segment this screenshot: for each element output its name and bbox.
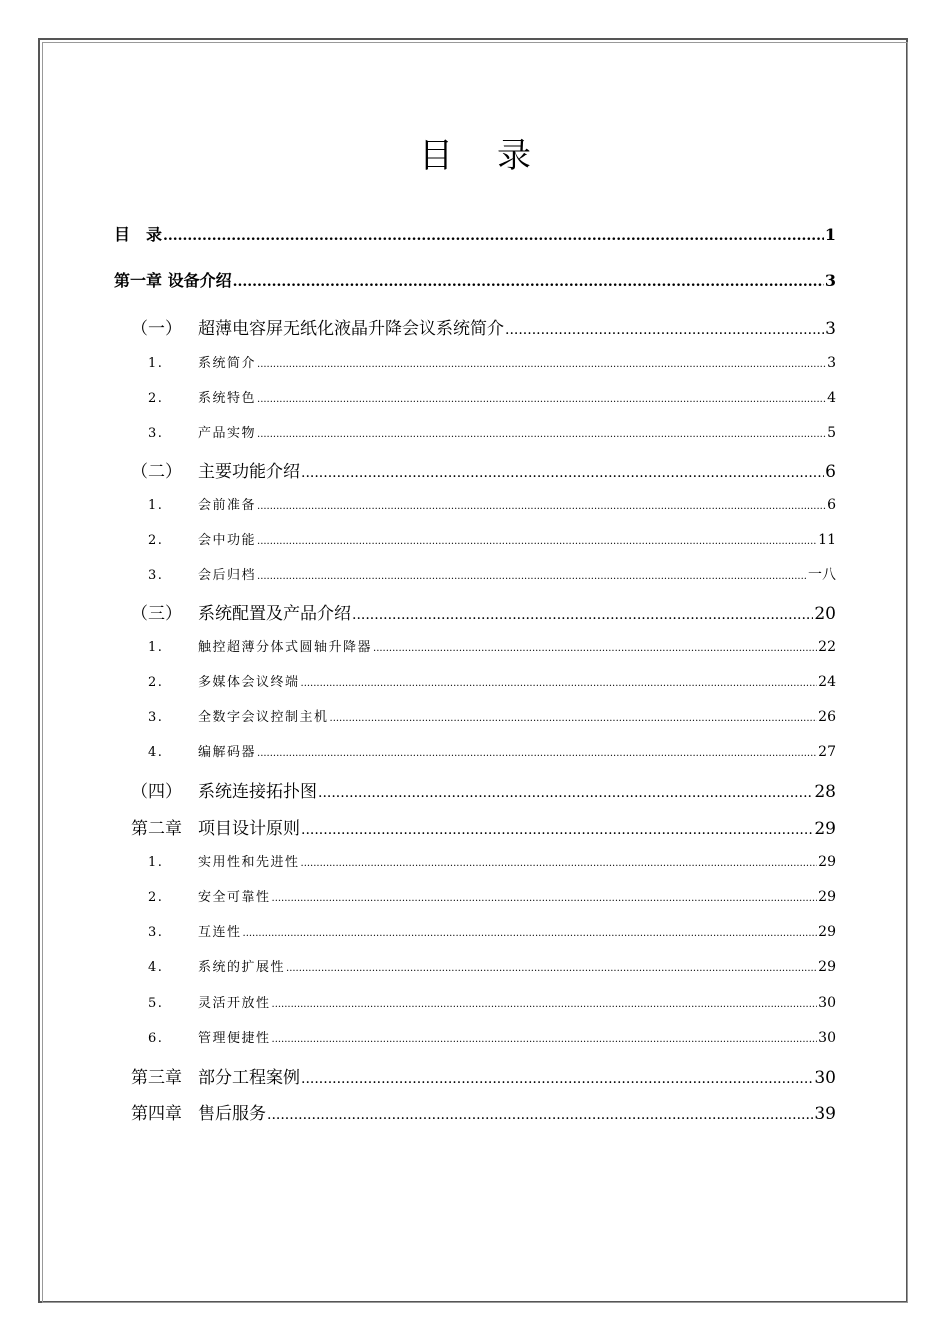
toc-entry[interactable] bbox=[148, 886, 836, 905]
toc-entry-page: 6 bbox=[827, 497, 836, 513]
toc-entry-page: 27 bbox=[818, 744, 836, 760]
toc-leader-dots bbox=[163, 228, 824, 244]
toc-entry[interactable] bbox=[148, 564, 836, 584]
toc-entry-number: 3. bbox=[148, 925, 164, 940]
toc-entry-number: （一） bbox=[131, 319, 182, 339]
toc-entry[interactable] bbox=[131, 1099, 836, 1124]
toc-entry-label: 产品实物 bbox=[198, 426, 257, 441]
toc-entry-label: 系统连接拓扑图 bbox=[198, 782, 317, 802]
toc-leader-dots bbox=[257, 748, 817, 759]
toc-leader-dots bbox=[272, 999, 818, 1010]
toc-entry-page: 6 bbox=[825, 462, 836, 482]
toc-entry-number: 第三章 bbox=[131, 1068, 182, 1088]
toc-entry-label: 系统配置及产品介绍 bbox=[198, 604, 351, 624]
toc-entry-number: （四） bbox=[131, 782, 182, 802]
toc-entry-page: 1 bbox=[824, 225, 836, 244]
toc-entry[interactable] bbox=[114, 222, 836, 245]
toc-entry[interactable] bbox=[148, 529, 836, 548]
toc-entry-page: 29 bbox=[818, 959, 836, 975]
toc-entry[interactable] bbox=[148, 992, 836, 1011]
toc-entry-page: 3 bbox=[825, 319, 836, 339]
toc-entry-number: 3. bbox=[148, 426, 164, 441]
toc-leader-dots bbox=[257, 501, 826, 512]
toc-leader-dots bbox=[257, 359, 826, 370]
toc-entry-page: 29 bbox=[818, 924, 836, 940]
toc-entry[interactable] bbox=[114, 268, 836, 291]
toc-entry-page: 4 bbox=[827, 390, 836, 406]
toc-leader-dots bbox=[257, 394, 826, 405]
toc-entry-label: 管理便捷性 bbox=[198, 1031, 271, 1046]
toc-entry[interactable] bbox=[148, 706, 836, 725]
toc-entry-page: 39 bbox=[814, 1104, 836, 1124]
toc-entry[interactable] bbox=[148, 387, 836, 406]
toc-entry[interactable] bbox=[131, 814, 836, 839]
toc-leader-dots bbox=[286, 963, 817, 974]
toc-entry-number: 2. bbox=[148, 533, 164, 548]
toc-entry[interactable] bbox=[131, 777, 836, 802]
toc-entry[interactable] bbox=[148, 921, 836, 940]
toc-entry-page: 29 bbox=[814, 819, 836, 839]
toc-entry-label: 部分工程案例 bbox=[198, 1068, 300, 1088]
toc-entry-number: （三） bbox=[131, 604, 182, 624]
toc-entry-page: 22 bbox=[818, 639, 836, 655]
toc-entry-label: 超薄电容屏无纸化液晶升降会议系统简介 bbox=[198, 319, 504, 339]
toc-entry-number: 3. bbox=[148, 568, 164, 583]
toc-entry[interactable] bbox=[148, 956, 836, 975]
toc-entry-number: 2. bbox=[148, 890, 164, 905]
toc-entry-page: 11 bbox=[818, 532, 836, 548]
toc-entry-page: 28 bbox=[814, 782, 836, 802]
toc-entry[interactable] bbox=[148, 352, 836, 371]
toc-entry-number: 3. bbox=[148, 710, 164, 725]
toc-entry[interactable] bbox=[148, 636, 836, 655]
toc-entry-page: 20 bbox=[814, 604, 836, 624]
toc-leader-dots bbox=[373, 643, 817, 654]
toc-leader-dots bbox=[233, 274, 824, 290]
toc-entry-label: 触控超薄分体式圆轴升降器 bbox=[198, 640, 373, 655]
toc-leader-dots bbox=[301, 465, 824, 481]
toc-entry-label: 系统特色 bbox=[198, 391, 257, 406]
toc-entry-label: 会后归档 bbox=[198, 568, 257, 583]
toc-entry[interactable] bbox=[148, 851, 836, 870]
toc-entry-label: 安全可靠性 bbox=[198, 890, 271, 905]
toc-leader-dots bbox=[505, 322, 824, 338]
toc-leader-dots bbox=[301, 858, 818, 869]
toc-entry[interactable] bbox=[131, 599, 836, 624]
toc-leader-dots bbox=[272, 1034, 818, 1045]
toc-entry-number: 6. bbox=[148, 1031, 164, 1046]
toc-entry-label: 实用性和先进性 bbox=[198, 855, 300, 870]
toc-entry-number: 1. bbox=[148, 640, 164, 655]
toc-entry[interactable] bbox=[148, 671, 836, 690]
toc-entry-label: 全数字会议控制主机 bbox=[198, 710, 329, 725]
toc-leader-dots bbox=[243, 928, 818, 939]
toc-entry[interactable] bbox=[148, 1027, 836, 1046]
toc-entry-page: 30 bbox=[818, 1030, 836, 1046]
toc-entry-number: 第二章 bbox=[131, 819, 182, 839]
toc-entry-page: 5 bbox=[827, 425, 836, 441]
toc-entry-page: 3 bbox=[824, 271, 836, 290]
toc-entry-page: 24 bbox=[818, 674, 836, 690]
toc-entry-label: 主要功能介绍 bbox=[198, 462, 300, 482]
toc-entry-page: 26 bbox=[818, 709, 836, 725]
toc-entry-label: 系统的扩展性 bbox=[198, 960, 286, 975]
toc-entry-number: 4. bbox=[148, 960, 164, 975]
toc-entry-number: （二） bbox=[131, 462, 182, 482]
toc-entry-label: 项目设计原则 bbox=[198, 819, 300, 839]
toc-entry-label: 互连性 bbox=[198, 925, 242, 940]
toc-entry-page: 30 bbox=[818, 995, 836, 1011]
toc-entry-page: 一八 bbox=[808, 567, 836, 583]
toc-entry-label: 多媒体会议终端 bbox=[198, 675, 300, 690]
toc-entry-number: 2. bbox=[148, 675, 164, 690]
toc-entry-number: 第四章 bbox=[131, 1104, 182, 1124]
toc-leader-dots bbox=[301, 822, 813, 838]
toc-leader-dots bbox=[301, 678, 818, 689]
toc-entry-number: 目 录 bbox=[114, 225, 163, 244]
toc-title-char-1: 目 bbox=[419, 136, 453, 176]
toc-leader-dots bbox=[272, 893, 818, 904]
toc-entry-page: 30 bbox=[814, 1068, 836, 1088]
toc-leader-dots bbox=[352, 607, 813, 623]
toc-leader-dots bbox=[267, 1107, 813, 1123]
toc-entry[interactable] bbox=[148, 741, 836, 760]
toc-entry[interactable] bbox=[131, 457, 836, 482]
toc-entry-page: 3 bbox=[827, 355, 836, 371]
toc-entry[interactable] bbox=[148, 422, 836, 441]
toc-leader-dots bbox=[301, 1071, 813, 1087]
toc-entry-number: 2. bbox=[148, 391, 164, 406]
toc-entry[interactable] bbox=[148, 494, 836, 513]
toc-entry-label: 会中功能 bbox=[198, 533, 257, 548]
toc-title-char-2: 录 bbox=[497, 136, 531, 176]
toc-entry-label: 售后服务 bbox=[198, 1104, 266, 1124]
toc-entry-label: 灵活开放性 bbox=[198, 996, 271, 1011]
toc-leader-dots bbox=[257, 571, 807, 582]
toc-entry-number: 1. bbox=[148, 356, 164, 371]
toc-entry-label: 系统简介 bbox=[198, 356, 257, 371]
toc-entry-number: 1. bbox=[148, 855, 164, 870]
toc-entry-label: 会前准备 bbox=[198, 498, 257, 513]
toc-entry[interactable] bbox=[131, 314, 836, 339]
toc-entry-page: 29 bbox=[818, 854, 836, 870]
toc-leader-dots bbox=[257, 536, 817, 547]
toc-entry-label: 编解码器 bbox=[198, 745, 257, 760]
toc-entry[interactable] bbox=[131, 1063, 836, 1088]
toc-entry-number: 4. bbox=[148, 745, 164, 760]
toc-entry-number: 1. bbox=[148, 498, 164, 513]
toc-entry-number: 5. bbox=[148, 996, 164, 1011]
toc-entry-number: 第一章 设备介绍 bbox=[114, 271, 232, 290]
toc-leader-dots bbox=[257, 429, 826, 440]
toc-entry-page: 29 bbox=[818, 889, 836, 905]
toc-leader-dots bbox=[318, 785, 813, 801]
toc-leader-dots bbox=[330, 713, 818, 724]
